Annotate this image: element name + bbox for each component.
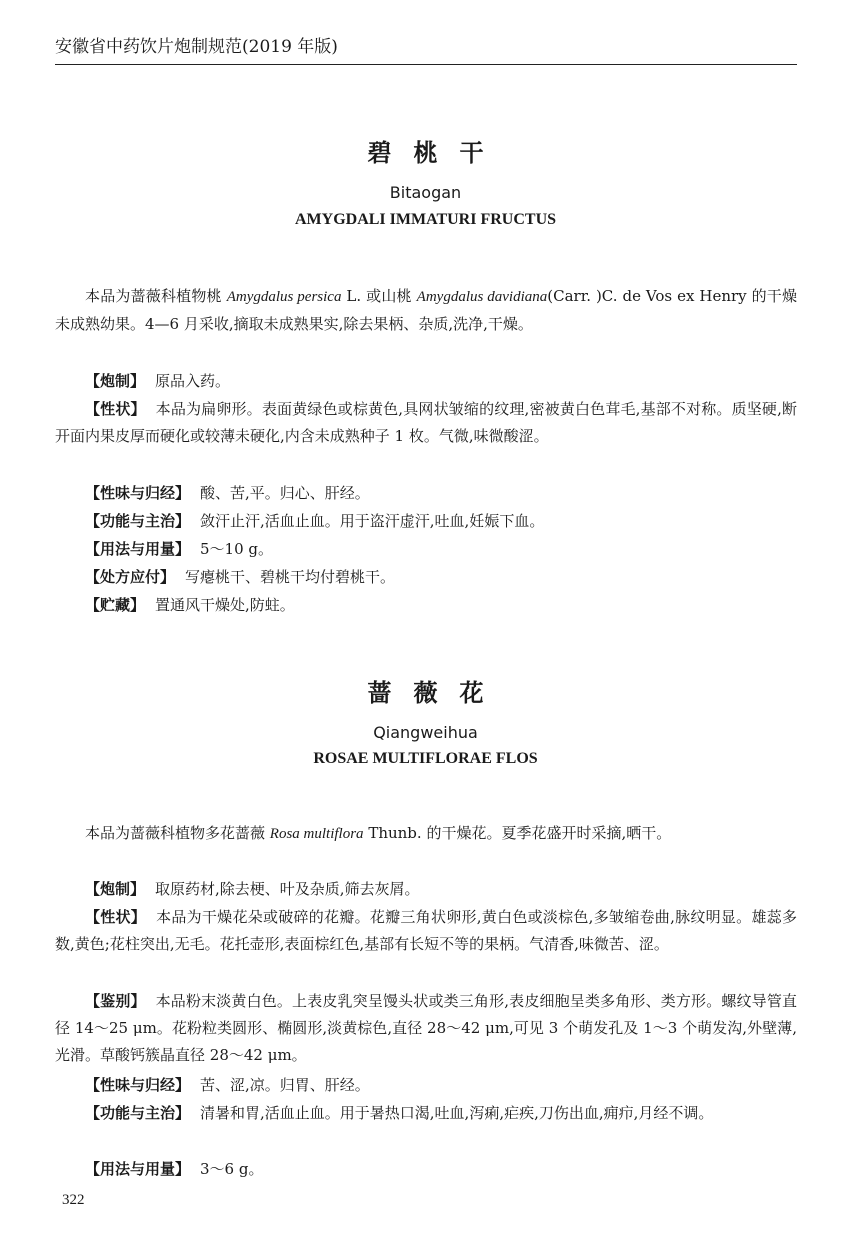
entry-latin-name: AMYGDALI IMMATURI FRUCTUS <box>294 211 557 228</box>
section-label: 【性味与归经】 <box>85 484 191 502</box>
section-property <box>55 480 797 507</box>
section-dosage <box>55 536 797 563</box>
page-number: 322 <box>62 1192 85 1208</box>
section-function <box>55 508 797 535</box>
intro-text: L. 或山桃 <box>341 287 417 305</box>
species-name: Rosa multiflora <box>269 826 364 842</box>
section-text: 本品粉末淡黄白色。上表皮乳突呈馒头状或类三角形,表皮细胞呈类多角形、类方形。螺纹导管直径 14～25 μm。花粉粒类圆形、椭圆形,淡黄棕色,直径 28～42 μm,可见 3 个萌发孔及 1～3 个萌发沟,外壁薄,光滑。草酸钙簇晶直径 28～42 μm。 <box>55 992 797 1064</box>
entry-intro <box>55 283 797 338</box>
section-label: 【炮制】 <box>85 372 146 390</box>
entry-latin-name: ROSAE MULTIFLORAE FLOS <box>313 750 538 767</box>
entry-pinyin: Qiangweihua <box>373 723 478 742</box>
section-prescription <box>55 564 797 591</box>
section-processing <box>55 876 797 903</box>
section-label: 【功能与主治】 <box>85 1104 191 1122</box>
entry-title: 蔷薇花 <box>367 679 506 707</box>
intro-text: 本品为蔷薇科植物桃 <box>85 287 227 305</box>
section-label: 【贮藏】 <box>85 596 146 614</box>
section-processing <box>55 368 797 395</box>
section-text: 原品入药。 <box>155 372 231 390</box>
entry-title: 碧桃干 <box>367 139 506 167</box>
running-header: 安徽省中药饮片炮制规范(2019 年版) <box>55 36 797 65</box>
section-storage <box>55 592 797 619</box>
entry-pinyin: Bitaogan <box>389 183 462 202</box>
species-name: Amygdalus persica <box>226 289 342 305</box>
section-text: 5～10 g。 <box>200 540 274 558</box>
section-text: 清暑和胃,活血止血。用于暑热口渴,吐血,泻痢,疟疾,刀伤出血,痈疖,月经不调。 <box>200 1104 714 1122</box>
section-label: 【性味与归经】 <box>85 1076 191 1094</box>
section-function <box>55 1100 797 1127</box>
section-label: 【性状】 <box>85 400 146 418</box>
section-label: 【功能与主治】 <box>85 512 191 530</box>
section-description <box>55 904 797 958</box>
section-text: 酸、苦,平。归心、肝经。 <box>200 484 370 502</box>
section-label: 【处方应付】 <box>85 568 176 586</box>
section-text: 本品为扁卵形。表面黄绿色或棕黄色,具网状皱缩的纹理,密被黄白色茸毛,基部不对称。质坚硬,断开面内果皮厚而硬化或较薄未硬化,内含未成熟种子 1 枚。气微,味微酸涩。 <box>55 400 797 445</box>
section-text: 敛汗止汗,活血止血。用于盗汗虚汗,吐血,妊娠下血。 <box>200 512 545 530</box>
section-label: 【炮制】 <box>85 880 146 898</box>
section-text: 置通风干燥处,防蛀。 <box>155 596 295 614</box>
section-identification <box>55 988 797 1069</box>
section-text: 取原药材,除去梗、叶及杂质,筛去灰屑。 <box>155 880 420 898</box>
section-label: 【性状】 <box>85 908 147 926</box>
section-text: 3～6 g。 <box>200 1160 264 1178</box>
section-label: 【鉴别】 <box>85 992 146 1010</box>
species-name: Amygdalus davidiana <box>416 289 548 305</box>
entry-intro <box>55 820 797 848</box>
section-text: 苦、涩,凉。归胃、肝经。 <box>200 1076 370 1094</box>
section-text: 写瘪桃干、碧桃干均付碧桃干。 <box>185 568 396 586</box>
section-property <box>55 1072 797 1099</box>
section-dosage <box>55 1156 797 1183</box>
section-label: 【用法与用量】 <box>85 540 191 558</box>
intro-text: 本品为蔷薇科植物多花蔷薇 <box>85 824 270 842</box>
intro-text: (Carr. )C. de Vos ex Henry 的干燥未成熟幼果。4—6 月采收,摘取未成熟果实,除去果柄、杂质,洗净,干燥。 <box>55 287 797 333</box>
intro-text: Thunb. 的干燥花。夏季花盛开时采摘,晒干。 <box>363 824 672 842</box>
section-description <box>55 396 797 450</box>
section-text: 本品为干燥花朵或破碎的花瓣。花瓣三角状卵形,黄白色或淡棕色,多皱缩卷曲,脉纹明显。雄蕊多数,黄色;花柱突出,无毛。花托壶形,表面棕红色,基部有长短不等的果柄。气清香,味微苦、涩。 <box>55 908 797 953</box>
section-label: 【用法与用量】 <box>85 1160 191 1178</box>
